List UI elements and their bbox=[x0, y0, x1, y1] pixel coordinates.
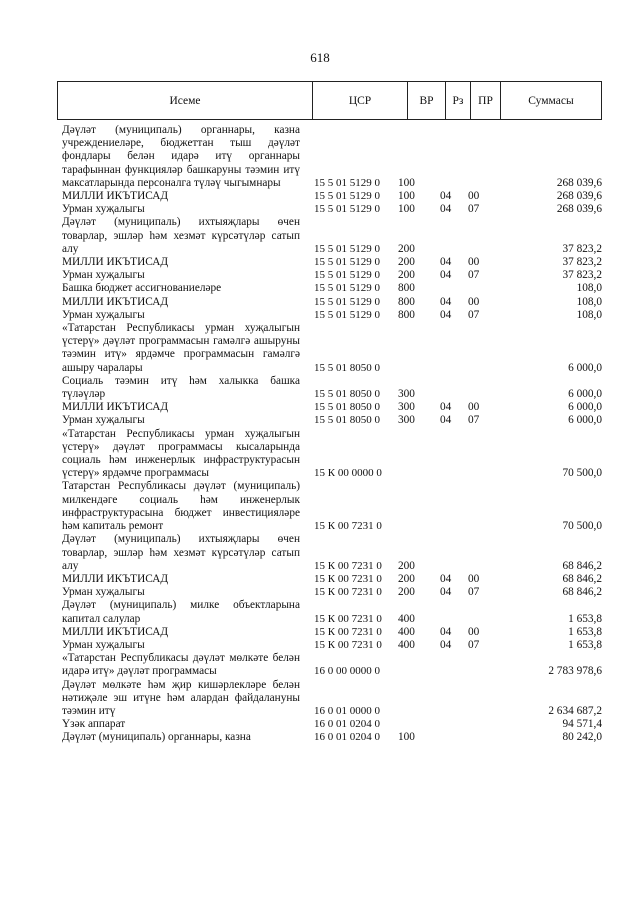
row-vr: 400 bbox=[398, 625, 415, 638]
row-name: Дәүләт (муниципаль) милке объектларына капитал салулар bbox=[62, 599, 300, 625]
row-csr: 15 К 00 7231 0 bbox=[314, 572, 382, 585]
row-vr: 100 bbox=[398, 176, 415, 189]
row-sum: 108,0 bbox=[576, 308, 602, 321]
row-name: МИЛЛИ ИКЪТИСАД bbox=[62, 625, 169, 638]
row-pr: 07 bbox=[468, 308, 480, 321]
row-vr: 100 bbox=[398, 190, 415, 203]
header-rz: Рз bbox=[446, 82, 471, 119]
row-name: Дәүләт (муниципаль) органнары, казна bbox=[62, 731, 251, 744]
row-csr: 16 0 01 0000 0 bbox=[314, 704, 380, 717]
row-csr: 15 5 01 5129 0 bbox=[314, 176, 380, 189]
row-sum: 37 823,2 bbox=[562, 242, 602, 255]
row-csr: 16 0 00 0000 0 bbox=[314, 665, 380, 678]
row-rz: 04 bbox=[440, 401, 452, 414]
row-pr: 00 bbox=[468, 625, 480, 638]
row-sum: 268 039,6 bbox=[556, 203, 602, 216]
row-csr: 15 5 01 5129 0 bbox=[314, 282, 380, 295]
row-pr: 07 bbox=[468, 414, 480, 427]
row-csr: 15 5 01 5129 0 bbox=[314, 256, 380, 269]
row-vr: 200 bbox=[398, 269, 415, 282]
row-rz: 04 bbox=[440, 295, 452, 308]
row-vr: 200 bbox=[398, 586, 415, 599]
row-name: Урман хуҗалыгы bbox=[62, 308, 145, 321]
header-name: Исеме bbox=[58, 82, 313, 119]
row-sum: 1 653,8 bbox=[568, 612, 602, 625]
row-name: Дәүләт (муниципаль) ихтыяҗлары өчен товарлар, эшләр һәм хезмәт күрсәтүләр сатып алу bbox=[62, 533, 300, 572]
row-name: Татарстан Республикасы дәүләт (муниципаль) милкендәге социаль һәм инженерлык инфраструктурасына бюджет инвестицияләре һәм капиталь ремонт bbox=[62, 480, 300, 533]
row-name: МИЛЛИ ИКЪТИСАД bbox=[62, 190, 169, 203]
row-pr: 00 bbox=[468, 401, 480, 414]
table-row bbox=[62, 586, 602, 599]
row-pr: 00 bbox=[468, 572, 480, 585]
row-name: МИЛЛИ ИКЪТИСАД bbox=[62, 401, 169, 414]
row-name: Дәүләт мөлкәте һәм җир кишәрлекләре белән нәтиҗәле эш итүне һәм алардан файдалануны тәэмин итү bbox=[62, 678, 300, 717]
row-vr: 400 bbox=[398, 612, 415, 625]
header-sum: Суммасы bbox=[528, 94, 574, 107]
row-name: Урман хуҗалыгы bbox=[62, 203, 145, 216]
table-row bbox=[62, 282, 602, 295]
row-vr: 200 bbox=[398, 559, 415, 572]
table-row bbox=[62, 533, 602, 573]
table-body bbox=[62, 124, 602, 745]
row-csr: 16 0 01 0204 0 bbox=[314, 718, 380, 731]
table-row bbox=[62, 203, 602, 216]
row-sum: 37 823,2 bbox=[562, 269, 602, 282]
row-sum: 2 783 978,6 bbox=[548, 665, 602, 678]
table-row bbox=[62, 375, 602, 401]
table-row bbox=[62, 718, 602, 731]
header-pr: ПР bbox=[471, 82, 501, 119]
row-name: Урман хуҗалыгы bbox=[62, 638, 145, 651]
row-name: Урман хуҗалыгы bbox=[62, 414, 145, 427]
row-name: МИЛЛИ ИКЪТИСАД bbox=[62, 256, 169, 269]
row-rz: 04 bbox=[440, 190, 452, 203]
row-csr: 15 5 01 5129 0 bbox=[314, 190, 380, 203]
row-vr: 100 bbox=[398, 203, 415, 216]
table-row bbox=[62, 190, 602, 203]
row-vr: 100 bbox=[398, 731, 415, 744]
row-sum: 108,0 bbox=[576, 282, 602, 295]
table-row bbox=[62, 269, 602, 282]
row-csr: 16 0 01 0204 0 bbox=[314, 731, 380, 744]
row-sum: 70 500,0 bbox=[562, 467, 602, 480]
row-sum: 1 653,8 bbox=[568, 638, 602, 651]
row-rz: 04 bbox=[440, 256, 452, 269]
row-sum: 70 500,0 bbox=[562, 520, 602, 533]
table-row bbox=[62, 216, 602, 256]
row-rz: 04 bbox=[440, 638, 452, 651]
row-sum: 1 653,8 bbox=[568, 625, 602, 638]
row-vr: 800 bbox=[398, 295, 415, 308]
table-row bbox=[62, 401, 602, 414]
row-csr: 15 К 00 7231 0 bbox=[314, 520, 382, 533]
row-sum: 80 242,0 bbox=[562, 731, 602, 744]
row-vr: 200 bbox=[398, 572, 415, 585]
row-sum: 268 039,6 bbox=[556, 190, 602, 203]
table-row bbox=[62, 599, 602, 625]
row-csr: 15 К 00 7231 0 bbox=[314, 638, 382, 651]
table-row bbox=[62, 309, 602, 322]
row-rz: 04 bbox=[440, 203, 452, 216]
row-pr: 07 bbox=[468, 203, 480, 216]
row-csr: 15 5 01 5129 0 bbox=[314, 295, 380, 308]
row-csr: 15 5 01 8050 0 bbox=[314, 414, 380, 427]
row-vr: 200 bbox=[398, 242, 415, 255]
header-csr: ЦСР bbox=[313, 82, 408, 119]
table-row bbox=[62, 124, 602, 190]
row-sum: 37 823,2 bbox=[562, 256, 602, 269]
row-sum: 68 846,2 bbox=[562, 572, 602, 585]
row-name: Урман хуҗалыгы bbox=[62, 269, 145, 282]
table-row bbox=[62, 480, 602, 533]
row-sum: 108,0 bbox=[576, 295, 602, 308]
row-sum: 268 039,6 bbox=[556, 176, 602, 189]
row-csr: 15 К 00 7231 0 bbox=[314, 559, 382, 572]
table-row bbox=[62, 414, 602, 427]
row-vr: 200 bbox=[398, 256, 415, 269]
row-sum: 68 846,2 bbox=[562, 559, 602, 572]
row-pr: 07 bbox=[468, 586, 480, 599]
row-csr: 15 5 01 5129 0 bbox=[314, 203, 380, 216]
page-number: 618 bbox=[310, 50, 330, 65]
table-row bbox=[62, 573, 602, 586]
row-pr: 00 bbox=[468, 256, 480, 269]
row-name: «Татарстан Республикасы дәүләт мөлкәте белән идарә итү» дәүләт программасы bbox=[62, 652, 300, 678]
row-vr: 300 bbox=[398, 388, 415, 401]
table-row bbox=[62, 731, 602, 744]
row-csr: 15 5 01 5129 0 bbox=[314, 242, 380, 255]
row-rz: 04 bbox=[440, 586, 452, 599]
table-row bbox=[62, 626, 602, 639]
row-csr: 15 5 01 8050 0 bbox=[314, 361, 380, 374]
row-pr: 07 bbox=[468, 638, 480, 651]
row-rz: 04 bbox=[440, 414, 452, 427]
row-vr: 800 bbox=[398, 308, 415, 321]
row-csr: 15 5 01 8050 0 bbox=[314, 401, 380, 414]
row-vr: 300 bbox=[398, 414, 415, 427]
header-vr: ВР bbox=[408, 82, 446, 119]
row-name: Башка бюджет ассигнованиеләре bbox=[62, 282, 222, 295]
row-csr: 15 К 00 7231 0 bbox=[314, 586, 382, 599]
table-row bbox=[62, 652, 602, 678]
row-csr: 15 5 01 8050 0 bbox=[314, 388, 380, 401]
row-sum: 2 634 687,2 bbox=[548, 704, 602, 717]
row-name: «Татарстан Республикасы урман хуҗалыгын үстерү» дәүләт программасын гамәлгә ашыруны тәэмин итү» ярдәмче программасын гамәлгә ашыру чаралары bbox=[62, 322, 300, 374]
row-vr: 800 bbox=[398, 282, 415, 295]
row-name: Социаль тәэмин итү һәм халыкка башка түләүләр bbox=[62, 374, 300, 401]
row-rz: 04 bbox=[440, 625, 452, 638]
row-sum: 6 000,0 bbox=[568, 414, 602, 427]
row-csr: 15 К 00 7231 0 bbox=[314, 625, 382, 638]
row-name: Урман хуҗалыгы bbox=[62, 586, 145, 599]
row-name: МИЛЛИ ИКЪТИСАД bbox=[62, 295, 169, 308]
row-rz: 04 bbox=[440, 308, 452, 321]
row-pr: 00 bbox=[468, 190, 480, 203]
row-vr: 400 bbox=[398, 638, 415, 651]
table-row bbox=[62, 296, 602, 309]
table-row bbox=[62, 428, 602, 481]
row-vr: 300 bbox=[398, 401, 415, 414]
row-name: Дәүләт (муниципаль) ихтыяҗлары өчен товарлар, эшләр һәм хезмәт күрсәтүләр сатып алу bbox=[62, 216, 300, 255]
row-csr: 15 5 01 5129 0 bbox=[314, 269, 380, 282]
row-rz: 04 bbox=[440, 269, 452, 282]
row-sum: 6 000,0 bbox=[568, 388, 602, 401]
table-row bbox=[62, 679, 602, 719]
row-pr: 07 bbox=[468, 269, 480, 282]
row-csr: 15 5 01 5129 0 bbox=[314, 308, 380, 321]
table-row bbox=[62, 256, 602, 269]
row-csr: 15 К 00 0000 0 bbox=[314, 467, 382, 480]
table-row bbox=[62, 322, 602, 375]
row-sum: 94 571,4 bbox=[562, 718, 602, 731]
row-pr: 00 bbox=[468, 295, 480, 308]
table-row bbox=[62, 639, 602, 652]
row-csr: 15 К 00 7231 0 bbox=[314, 612, 382, 625]
row-sum: 6 000,0 bbox=[568, 361, 602, 374]
row-sum: 6 000,0 bbox=[568, 401, 602, 414]
row-sum: 68 846,2 bbox=[562, 586, 602, 599]
table-header bbox=[57, 81, 602, 120]
row-rz: 04 bbox=[440, 572, 452, 585]
row-name: Дәүләт (муниципаль) органнары, казна учреждениеләре, бюджеттан тыш дәүләт фондлары белән идарә итү органнары тарафыннан функцияләр башкаруны тәэмин итү максатларында персоналга түләү чыгымнары bbox=[62, 124, 300, 189]
row-name: «Татарстан Республикасы урман хуҗалыгын үстерү» дәүләт программасы кысаларында социаль һәм инженерлык инфраструктурасын үстерү» ярдәмче программасы bbox=[62, 427, 300, 480]
row-name: Үзәк аппарат bbox=[62, 718, 126, 731]
row-name: МИЛЛИ ИКЪТИСАД bbox=[62, 572, 169, 585]
